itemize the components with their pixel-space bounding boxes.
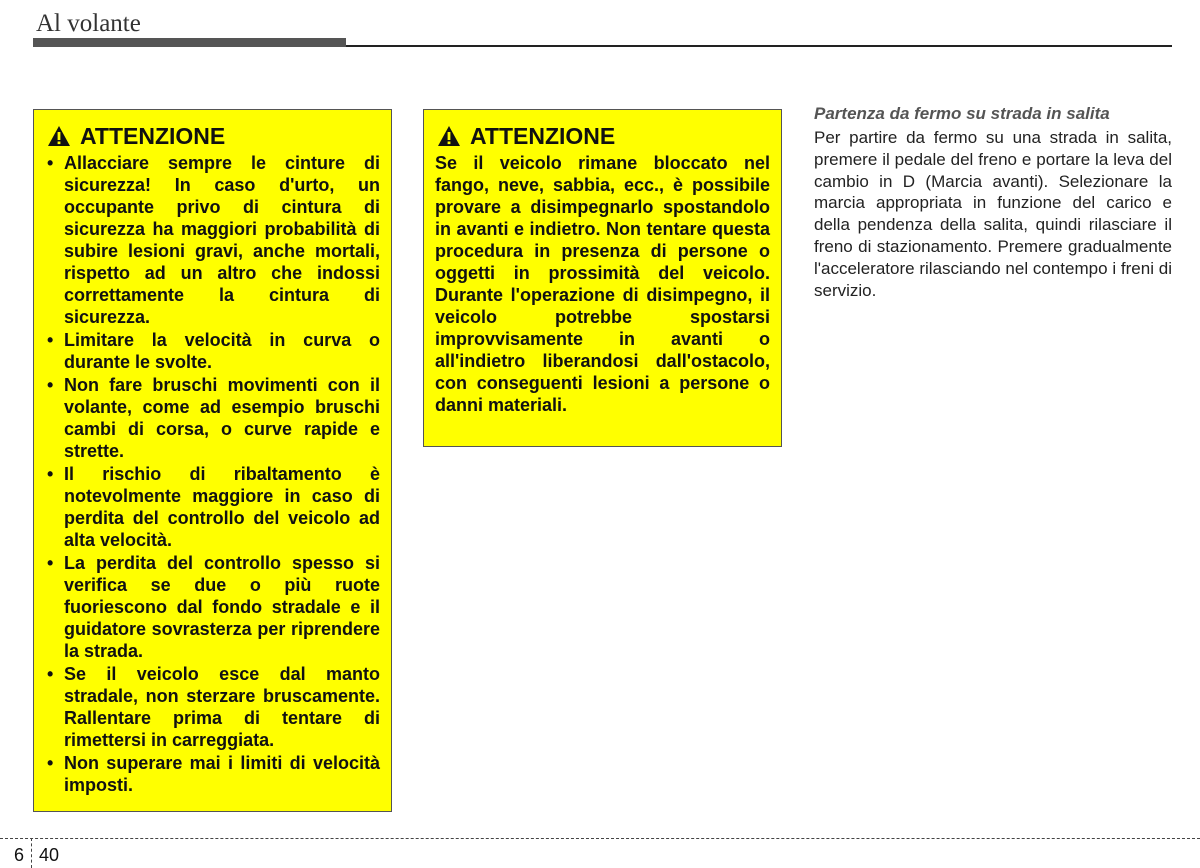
list-item: • Non fare bruschi movimenti con il volante, come ad esempio bruschi cambi di corsa, o curve rapide e strette. — [45, 374, 380, 462]
warning-text: Se il veicolo rimane bloccato nel fango, neve, sabbia, ecc., è possibile provare a disimpegnarlo spostandolo in avanti e indietro. Non tentare questa procedura in presenza di persone o oggetti in prossimità del veicolo. Durante l'operazione di disimpegno, il veicolo potrebbe spostarsi improvvisamente in avanti o all'indietro liberandosi dall'ostacolo, con conseguenti lesioni a persone o danni materiali. — [435, 153, 770, 415]
header-rule-thick — [33, 38, 346, 47]
header-rule-thin — [346, 45, 1172, 47]
section-heading: Partenza da fermo su strada in salita — [814, 104, 1110, 123]
warning-heading — [437, 122, 770, 150]
chapter-number: 6 — [14, 845, 25, 865]
list-item: • Limitare la velocità in curva o durante le svolte. — [45, 329, 380, 373]
footer-dashed-rule — [0, 838, 1200, 839]
section-body: Per partire da fermo su una strada in salita, premere il pedale del freno e portare la leva del cambio in D (Marcia avanti). Selezionare la marcia appropriata in funzione del carico e della pendenza della salita, quindi rilasciare il freno di stazionamento. Premere gradualmente l'acceleratore rilasciando nel contempo i freni di servizio. — [814, 128, 1172, 300]
list-item: • Allacciare sempre le cinture di sicurezza! In caso d'urto, un occupante privo di cintura di sicurezza ha maggiori probabilità di subire lesioni gravi, anche mortali, rispetto ad un altro che indossi correttamente la cintura di sicurezza. — [45, 152, 380, 328]
list-item: • Non superare mai i limiti di velocità imposti. — [45, 752, 380, 796]
list-item: • Il rischio di ribaltamento è notevolmente maggiore in caso di perdita del controllo del veicolo ad alta velocità. — [45, 463, 380, 551]
warning-triangle-icon — [437, 125, 461, 147]
warning-box-seatbelts — [33, 109, 392, 812]
warning-heading-text: ATTENZIONE — [80, 123, 226, 149]
list-item: • La perdita del controllo spesso si verifica se due o più ruote fuoriescono dal fondo stradale e il guidatore sovrasterza per riprendere la strada. — [45, 552, 380, 662]
page-number: 40 — [39, 845, 60, 865]
warning-heading — [47, 122, 380, 150]
list-item: • Se il veicolo esce dal manto stradale, non sterzare bruscamente. Rallentare prima di tentare di rimettersi in carreggiata. — [45, 663, 380, 751]
footer-separator — [31, 838, 32, 868]
warning-box-stuck-vehicle — [423, 109, 782, 447]
chapter-title: Al volante — [36, 10, 141, 37]
warning-triangle-icon — [47, 125, 71, 147]
warning-heading-text: ATTENZIONE — [470, 123, 616, 149]
warning-list — [45, 152, 380, 796]
